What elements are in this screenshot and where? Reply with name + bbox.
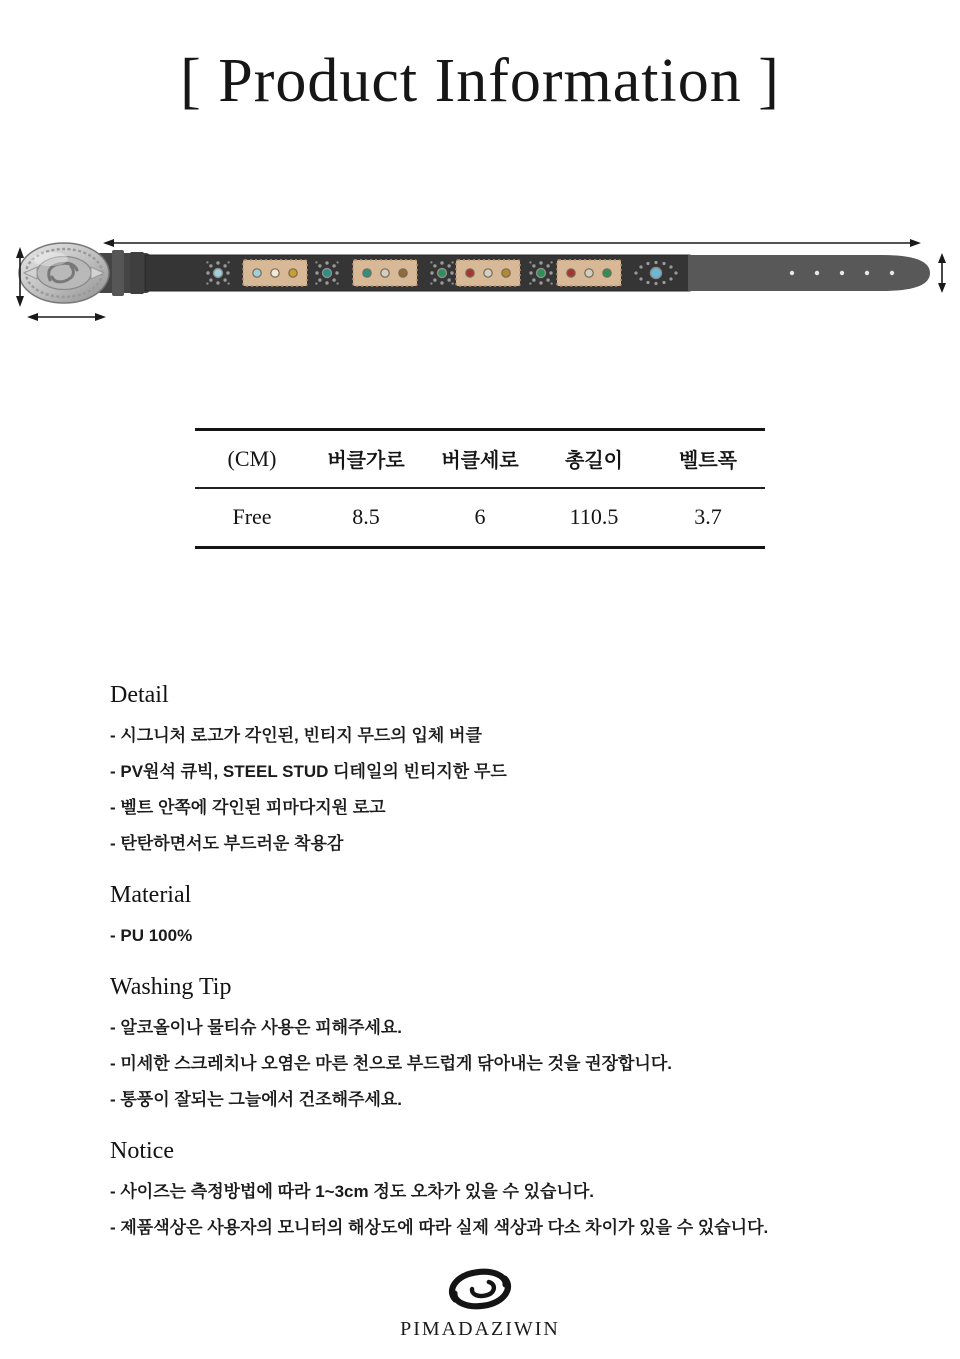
total-length-arrow xyxy=(103,239,921,247)
leather-patch xyxy=(243,260,307,286)
belt-buckle xyxy=(19,243,109,303)
belt-keeper xyxy=(130,252,144,294)
value-buckle-width: 8.5 xyxy=(352,504,380,530)
section-washing-tip-heading: Washing Tip xyxy=(110,974,232,1000)
list-item: - 제품색상은 사용자의 모니터의 해상도에 따라 실제 색상과 다소 차이가 있을 수 있습니다. xyxy=(110,1218,769,1237)
value-buckle-height: 6 xyxy=(474,504,486,530)
brand-logo-icon xyxy=(436,1262,524,1316)
section-detail-heading: Detail xyxy=(110,682,169,708)
belt-keeper xyxy=(112,250,124,296)
size-table-col-buckle-width: 버클가로 xyxy=(309,430,423,488)
info-sections xyxy=(110,680,910,1264)
list-item: - 알코올이나 물티슈 사용은 피해주세요. xyxy=(110,1018,403,1037)
size-table-col-buckle-height: 버클세로 xyxy=(423,430,537,488)
section-material-heading: Material xyxy=(110,882,192,908)
buckle-width-arrow xyxy=(27,313,106,321)
section-material xyxy=(110,880,910,954)
list-item: - 통풍이 잘되는 그늘에서 건조해주세요. xyxy=(110,1090,403,1109)
list-item: - 미세한 스크레치나 오염은 마른 천으로 부드럽게 닦아내는 것을 권장합니다. xyxy=(110,1054,672,1073)
list-item: - PV원석 큐빅, STEEL STUD 디테일의 빈티지한 무드 xyxy=(110,762,507,781)
leather-patch xyxy=(456,260,520,286)
list-item: - 사이즈는 측정방법에 따라 1~3cm 정도 오차가 있을 수 있습니다. xyxy=(110,1182,595,1201)
section-detail xyxy=(110,680,910,862)
size-table-col-belt-width: 벨트폭 xyxy=(651,430,765,488)
section-notice-heading: Notice xyxy=(110,1138,174,1164)
size-table-col-total-length: 총길이 xyxy=(537,430,651,488)
section-washing-tip xyxy=(110,972,910,1118)
leather-patch xyxy=(557,260,621,286)
list-item: - 시그니처 로고가 각인된, 빈티지 무드의 입체 버클 xyxy=(110,726,482,745)
leather-patch xyxy=(353,260,417,286)
list-item: - PU 100% xyxy=(110,926,193,945)
brand-footer xyxy=(0,1262,960,1341)
size-value-free: Free xyxy=(232,504,272,530)
list-item: - 탄탄하면서도 부드러운 착용감 xyxy=(110,834,344,853)
belt-product-image xyxy=(0,225,960,335)
table-row xyxy=(195,488,765,548)
value-belt-width: 3.7 xyxy=(694,504,722,530)
belt-width-arrow xyxy=(938,253,946,293)
page-title: [ Product Information ] xyxy=(180,47,780,115)
value-total-length: 110.5 xyxy=(569,504,619,530)
size-table-unit-label: (CM) xyxy=(195,430,309,488)
brand-name: PIMADAZIWIN xyxy=(400,1318,560,1340)
list-item: - 벨트 안쪽에 각인된 피마다지원 로고 xyxy=(110,798,386,817)
size-table xyxy=(195,428,765,549)
section-notice xyxy=(110,1136,910,1246)
size-table-header-row xyxy=(195,430,765,488)
